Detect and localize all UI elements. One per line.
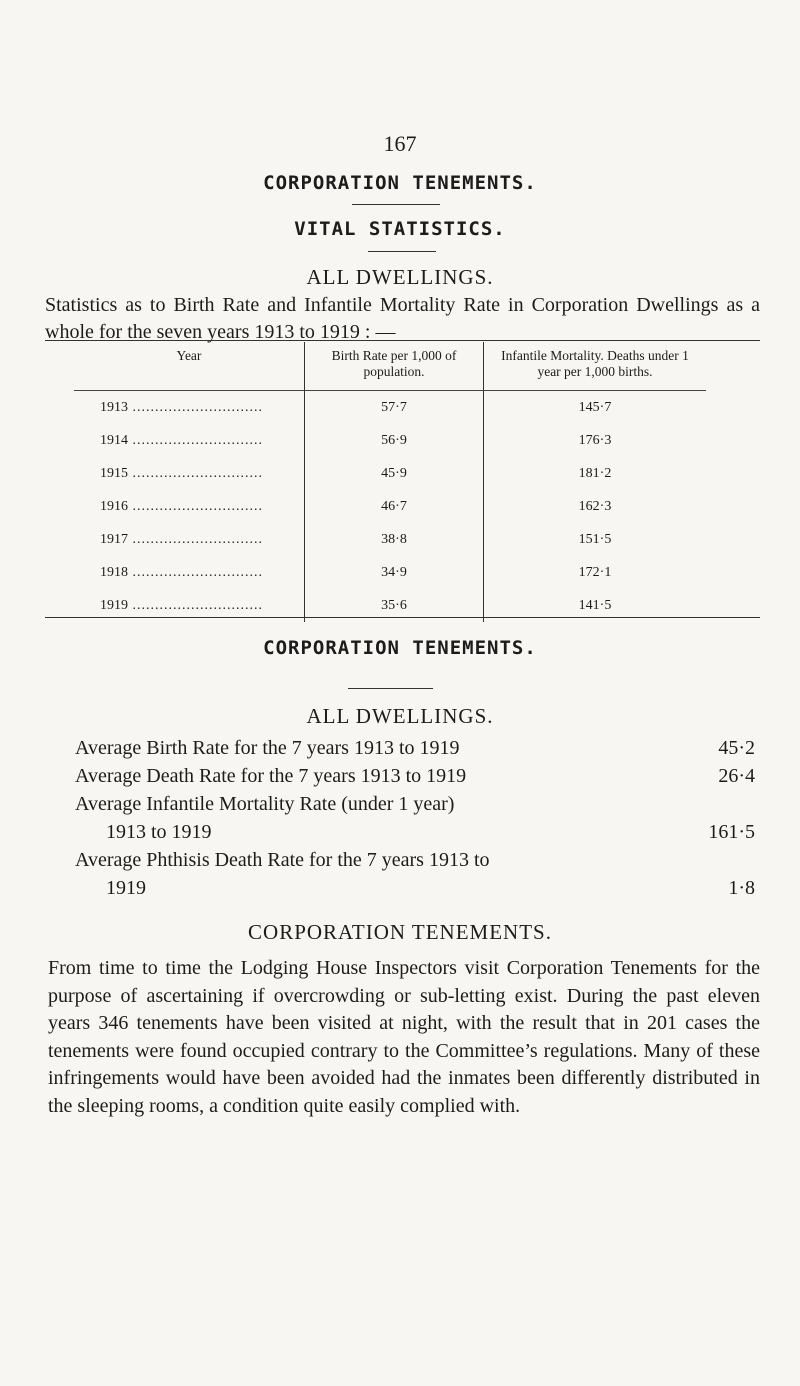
- page-number: 167: [383, 131, 417, 156]
- birth-rate-cell: 57·7: [305, 391, 484, 425]
- heading-all-dwellings: ALL DWELLINGS.: [306, 265, 494, 289]
- infant-mortality-cell: 176·3: [578, 432, 612, 448]
- table-top-rule: [45, 340, 760, 341]
- heading-vital-statistics: VITAL STATISTICS.: [294, 218, 506, 240]
- table-header-row: [74, 342, 706, 391]
- table-row: [74, 391, 706, 425]
- birth-rate-cell: 46·7: [305, 490, 484, 523]
- table-bottom-rule: [45, 617, 760, 618]
- average-label-continued: 1919: [106, 877, 146, 899]
- infant-mortality-cell: 141·5: [578, 597, 612, 613]
- average-infantile-mortality-line: [75, 793, 755, 816]
- table-row: [74, 490, 706, 523]
- infant-mortality-cell: 162·3: [578, 498, 612, 514]
- average-phthisis-line-2: [106, 877, 755, 900]
- table-row: [74, 556, 706, 589]
- average-value: 1·8: [728, 877, 755, 899]
- closing-paragraph: From time to time the Lodging House Inspectors visit Corporation Tenements for the purpose of ascertaining if overcrowding or sub-letting exist. During the past eleven years 346 tenements have been visited at night, with the result that in 201 cases the tenements were found occupied contrary to the Committee’s regulations. Many of these infringements would have been avoided had the inmates been differently distributed in the sleeping rooms, a condition quite easily complied with.: [48, 957, 760, 1117]
- year-cell: 1914: [100, 432, 128, 448]
- heading-corporation-tenements: CORPORATION TENEMENTS.: [263, 172, 537, 194]
- average-infantile-mortality-line-2: [106, 821, 755, 844]
- intro-paragraph: Statistics as to Birth Rate and Infantile Mortality Rate in Corporation Dwellings as a whole for the seven years 1913 to 1919 : —: [45, 294, 760, 343]
- heading-corporation-tenements-3: CORPORATION TENEMENTS.: [248, 920, 552, 944]
- birth-rate-cell: 45·9: [305, 457, 484, 490]
- table-row: [74, 457, 706, 490]
- infant-mortality-cell: 181·2: [578, 465, 612, 481]
- infant-mortality-cell: 145·7: [578, 399, 612, 415]
- table-row: [74, 523, 706, 556]
- infant-mortality-cell: 151·5: [578, 531, 612, 547]
- birth-rate-cell: 35·6: [305, 589, 484, 622]
- average-label: Average Phthisis Death Rate for the 7 years 1913 to: [75, 849, 490, 871]
- average-label-continued: 1913 to 1919: [106, 821, 212, 843]
- year-cell: 1915: [100, 465, 128, 481]
- birth-rate-cell: 56·9: [305, 424, 484, 457]
- year-cell: 1919: [100, 597, 128, 613]
- infant-mortality-cell: 172·1: [578, 564, 612, 580]
- divider: [348, 688, 433, 689]
- column-header-birth-rate: Birth Rate per 1,000 of population.: [305, 342, 484, 391]
- divider: [368, 251, 436, 252]
- column-header-infantile-mortality: Infantile Mortality. Deaths under 1 year per 1,000 births.: [501, 348, 689, 379]
- average-label: Average Death Rate for the 7 years 1913 to 1919: [75, 765, 467, 787]
- divider: [352, 204, 440, 205]
- year-cell: 1918: [100, 564, 128, 580]
- heading-all-dwellings-2: ALL DWELLINGS.: [306, 704, 494, 728]
- birth-rate-cell: 38·8: [305, 523, 484, 556]
- year-cell: 1917: [100, 531, 128, 547]
- vital-statistics-table: [74, 342, 706, 622]
- average-phthisis-line: [75, 849, 755, 872]
- average-death-rate-line: [75, 765, 755, 788]
- average-label: Average Birth Rate for the 7 years 1913 to 1919: [75, 737, 460, 759]
- average-label: Average Infantile Mortality Rate (under 1 year): [75, 793, 455, 815]
- average-birth-rate-line: [75, 737, 755, 760]
- year-cell: 1913: [100, 399, 128, 415]
- average-value: 26·4: [718, 765, 755, 787]
- birth-rate-cell: 34·9: [305, 556, 484, 589]
- table-row: [74, 424, 706, 457]
- average-value: 45·2: [718, 737, 755, 759]
- average-value: 161·5: [708, 821, 755, 843]
- column-header-year: Year: [176, 348, 202, 363]
- year-cell: 1916: [100, 498, 128, 514]
- heading-corporation-tenements-2: CORPORATION TENEMENTS.: [263, 637, 537, 659]
